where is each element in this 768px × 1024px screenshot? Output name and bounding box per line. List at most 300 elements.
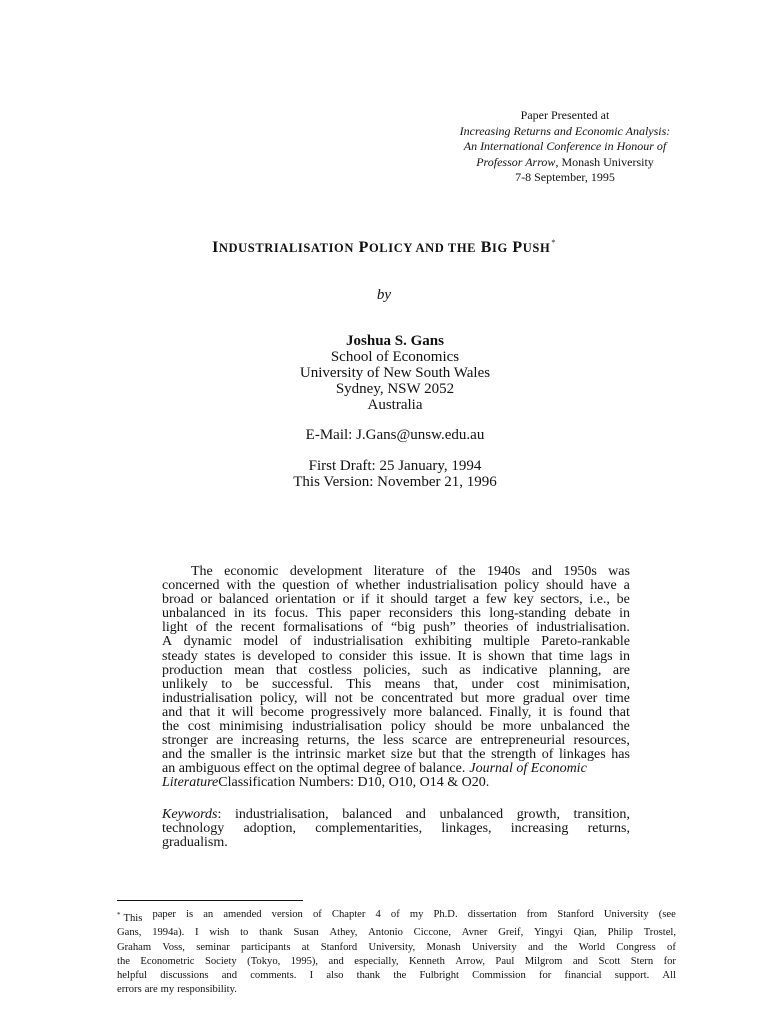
abstract-word: resources, — [573, 733, 630, 749]
footnote-word: University — [471, 941, 517, 953]
abstract-word: linkages — [559, 747, 606, 763]
abstract-word: with — [226, 578, 252, 594]
footnote-word: Kenneth — [409, 955, 445, 967]
footnote-word: of — [390, 909, 400, 920]
abstract-word: question — [282, 578, 330, 594]
footnote-word: Stern — [630, 955, 654, 967]
footnote-word: I — [309, 970, 314, 982]
keyword: technology — [162, 821, 225, 837]
footnote-word: financial — [564, 970, 602, 982]
abstract-word: is — [472, 648, 482, 664]
abstract — [162, 565, 630, 791]
footnote-word: participants — [241, 941, 291, 953]
abstract-word: be — [245, 676, 259, 692]
abstract-word: it — [217, 704, 225, 720]
keywords-line-3: gradualism. — [162, 835, 228, 851]
footnote-word: version — [271, 909, 303, 920]
abstract-line — [162, 650, 630, 664]
footnote-word: for — [538, 970, 552, 982]
abstract-word: minimising — [219, 719, 284, 735]
footnote-word: Yingyi — [533, 927, 563, 939]
footnote-word: are — [144, 984, 158, 996]
footnote-word: the — [393, 970, 407, 982]
keyword: growth, — [516, 807, 560, 822]
abstract-word: industrialisation. — [536, 620, 630, 636]
abstract-word: or — [342, 592, 355, 608]
abstract-word: states — [204, 648, 236, 664]
abstract-word: be — [616, 592, 630, 608]
footnote-word: Susan — [293, 927, 319, 939]
footnote-word: Athey, — [329, 927, 358, 939]
abstract-word: the — [458, 564, 476, 579]
footnote-word: thank — [356, 970, 381, 982]
abstract-line — [162, 621, 630, 635]
abstract-word: 1940s — [486, 564, 521, 579]
abstract-word: focus. — [274, 606, 309, 622]
abstract-word: the — [612, 719, 630, 735]
abstract-word: developed — [257, 648, 316, 664]
abstract-word: under — [471, 676, 504, 692]
keyword: linkages, — [441, 821, 492, 837]
abstract-line — [162, 734, 630, 748]
abstract-word: orientation — [275, 592, 336, 608]
abstract-word: paper — [349, 606, 381, 622]
abstract-word: Finally, — [489, 704, 532, 720]
abstract-word: industrialisation — [407, 578, 498, 594]
footnote-divider — [117, 900, 303, 901]
abstract-word: industrialisation — [291, 719, 383, 735]
abstract-word: balanced — [218, 592, 269, 608]
abstract-word: is — [257, 747, 267, 763]
footnote-word: Gans, — [117, 927, 142, 939]
footnote-word: Monash — [426, 941, 461, 953]
abstract-word: exhibiting — [414, 634, 472, 650]
footnote-word: 1995), — [290, 955, 319, 967]
abstract-word: of — [516, 620, 529, 636]
abstract-word: mean — [234, 662, 265, 678]
abstract-word: and — [162, 704, 183, 720]
footnote-word: I — [195, 927, 199, 939]
conference-honouree: Professor Arrow — [476, 154, 556, 169]
footnote-word: Greif, — [498, 927, 524, 939]
abstract-word: should — [434, 719, 472, 735]
abstract-word: its — [253, 606, 267, 622]
abstract-word: that — [275, 662, 297, 678]
abstract-line — [162, 706, 630, 720]
abstract-word: has — [611, 747, 630, 763]
footnote-word: (see — [658, 909, 676, 920]
footnote-line — [117, 941, 676, 955]
footnote-word: to — [240, 927, 249, 939]
conference-name-line1: Increasing Returns and Economic Analysis: — [459, 123, 671, 138]
abstract-word: a — [472, 592, 480, 608]
footnote-word: Society — [204, 955, 237, 967]
abstract-line — [162, 748, 630, 762]
footnote-word: University, — [368, 941, 416, 953]
abstract-word: light — [162, 620, 188, 636]
abstract-word: sectors, — [540, 592, 583, 608]
footnote-word: Fulbright — [419, 970, 459, 982]
footnote-word: my — [409, 909, 424, 920]
footnote-word: World — [578, 941, 606, 953]
keywords — [162, 808, 630, 850]
abstract-word: multiple — [483, 634, 530, 650]
keyword: complementarities, — [315, 821, 423, 837]
conference-honouree-line — [420, 155, 710, 171]
conference-presented: Paper Presented at — [520, 108, 610, 122]
abstract-word: development — [289, 564, 363, 579]
footnote-word: dissertation — [467, 909, 517, 920]
footnote-word: the — [554, 941, 568, 953]
abstract-line — [162, 664, 630, 678]
footnote-word: University — [603, 909, 649, 920]
footnote-word: especially, — [354, 955, 399, 967]
abstract-word: production — [162, 662, 223, 678]
footnote-line-last — [117, 983, 676, 997]
author-city: Sydney, NSW 2052 — [335, 381, 455, 397]
abstract-word: literature — [373, 564, 425, 579]
abstract-word: more — [486, 690, 516, 706]
keyword: transition, — [573, 807, 630, 822]
abstract-word: increasing — [241, 733, 299, 749]
abstract-word: that — [608, 704, 630, 720]
footnote-word: at — [301, 941, 310, 953]
abstract-word: shown — [488, 648, 525, 664]
journal-name-part1: Journal of Economic — [469, 761, 587, 777]
abstract-word: to — [221, 676, 233, 692]
abstract-line-classification — [162, 776, 630, 790]
footnote-word: Voss, — [162, 941, 185, 953]
abstract-line — [162, 607, 630, 621]
abstract-word: target — [434, 592, 467, 608]
abstract-word: cost — [187, 719, 211, 735]
abstract-word: policy — [390, 719, 426, 735]
abstract-word: minimisation, — [552, 676, 630, 692]
abstract-word: in — [619, 606, 630, 622]
abstract-word: this — [460, 606, 481, 622]
keyword: adoption, — [243, 821, 296, 837]
footnote-word: Arrow, — [455, 955, 485, 967]
footnote-word: All — [662, 970, 676, 982]
footnote-word: and — [572, 955, 589, 967]
abstract-word: should — [390, 592, 428, 608]
journal-name-part2: Literature — [162, 775, 219, 791]
footnote-word: errors — [117, 984, 142, 996]
keywords-label: Keywords — [162, 807, 218, 822]
footnote-word: Antonio — [368, 927, 403, 939]
abstract-word: strength — [491, 747, 537, 763]
abstract-word: the — [468, 747, 486, 763]
abstract-word: Pareto-rankable — [541, 634, 630, 650]
footnote-word: Ciccone, — [413, 927, 451, 939]
abstract-word: of — [195, 620, 208, 636]
abstract-word: key — [513, 592, 534, 608]
footnote-word: 4 — [375, 909, 381, 920]
abstract-word: the — [162, 719, 180, 735]
footnote-line — [117, 926, 676, 940]
abstract-word: It — [457, 648, 466, 664]
author-email: E-Mail: J.Gans@unsw.edu.au — [305, 427, 485, 443]
abstract-word: this — [392, 648, 414, 664]
first-draft-date: First Draft: 25 January, 1994 — [308, 458, 482, 474]
abstract-word: will — [231, 704, 254, 720]
abstract-word: broad — [162, 592, 194, 608]
byline: by — [376, 287, 392, 303]
footnote-word: (Tokyo, — [247, 955, 281, 967]
footnote-line — [117, 969, 676, 983]
abstract-word: the — [357, 733, 375, 749]
footnote-word: Stanford — [320, 941, 358, 953]
abstract-line — [162, 692, 630, 706]
abstract-word: dynamic — [183, 634, 232, 650]
abstract-word: less — [382, 733, 404, 749]
abstract-word: formalisations — [283, 620, 364, 636]
abstract-word: more — [502, 719, 532, 735]
conference-dates: 7-8 September, 1995 — [515, 170, 615, 184]
author-name: Joshua S. Gans — [346, 333, 444, 349]
abstract-line — [162, 579, 630, 593]
author-block — [0, 333, 768, 413]
abstract-word: few — [485, 592, 507, 608]
abstract-word: time — [605, 690, 630, 706]
footnote-word: of — [667, 941, 676, 953]
abstract-word: be — [360, 690, 374, 706]
footnote-word: Graham — [117, 941, 152, 953]
abstract-word: of — [371, 620, 383, 636]
footnote-word: of — [312, 909, 322, 920]
keyword: returns, — [587, 821, 630, 837]
abstract-word: indicative — [482, 662, 538, 678]
abstract-word: debate — [574, 606, 611, 622]
abstract-word: means — [384, 676, 421, 692]
footnote-word: Ph.D. — [433, 909, 458, 920]
footnote-word: an — [203, 909, 214, 920]
footnote-word: amended — [223, 909, 262, 920]
abstract-word: or — [200, 592, 213, 608]
abstract-word: should — [546, 578, 584, 594]
footnote-word: Milgrom — [524, 955, 563, 967]
abstract-word: successful. — [271, 676, 334, 692]
abstract-word: it — [538, 704, 547, 720]
conference-name-line2: An International Conference in Honour of — [463, 139, 667, 153]
abstract-word: to — [321, 648, 333, 664]
abstract-word: gradual — [522, 690, 565, 706]
footnote-marker: * — [117, 911, 121, 919]
abstract-word: policy, — [259, 690, 298, 706]
abstract-word: long-standing — [489, 606, 567, 622]
abstract-line — [162, 678, 630, 692]
abstract-word: more — [393, 704, 423, 720]
abstract-word: lags — [590, 648, 613, 664]
abstract-word: the — [215, 620, 233, 636]
author-school: School of Economics — [330, 349, 460, 365]
abstract-word: returns, — [307, 733, 350, 749]
abstract-word: intrinsic — [294, 747, 341, 763]
abstract-word: of — [541, 747, 554, 763]
abstract-word: but — [418, 747, 437, 763]
keyword: unbalanced — [439, 807, 504, 822]
conference-note — [420, 108, 710, 186]
abstract-word: theories — [463, 620, 509, 636]
footnote-word: support. — [614, 970, 650, 982]
abstract-word: whether — [355, 578, 401, 594]
keywords-line-1: Keywords: industrialisation, balanced and unbalanced growth, transition, — [162, 807, 630, 822]
abstract-word: in — [233, 606, 245, 622]
abstract-word: will — [305, 690, 328, 706]
abstract-word: are — [216, 733, 234, 749]
paper-title: INDUSTRIALISATION POLICY AND THE BIG PUSH* — [212, 238, 556, 256]
abstract-word: stronger — [162, 733, 208, 749]
abstract-word: it — [376, 592, 384, 608]
abstract-word: scarce — [412, 733, 448, 749]
abstract-word: of — [289, 634, 302, 650]
abstract-word: as — [459, 662, 471, 678]
footnote-word: from — [526, 909, 548, 920]
footnote-word: Avner — [461, 927, 488, 939]
footnote-word: Philip — [607, 927, 633, 939]
abstract-word: policies, — [363, 662, 411, 678]
this-version-date: This Version: November 21, 1996 — [293, 474, 497, 490]
abstract-word: This — [316, 606, 342, 622]
footnote-line — [117, 955, 676, 969]
abstract-word: such — [421, 662, 448, 678]
abstract-line — [162, 565, 630, 579]
abstract-word: that — [441, 747, 463, 763]
draft-dates — [0, 458, 768, 490]
abstract-word: unbalanced — [162, 606, 226, 622]
abstract-word: smaller — [210, 747, 252, 763]
footnote-word: * This — [117, 911, 143, 924]
footnote-word: Trostel, — [643, 927, 676, 939]
abstract-word: are — [612, 662, 630, 678]
abstract-word: policy — [504, 578, 540, 594]
abstract-word: that — [189, 704, 211, 720]
abstract-word: cost — [516, 676, 540, 692]
footnote-word: comments. — [250, 970, 297, 982]
abstract-word: time — [558, 648, 584, 664]
keyword: and — [405, 807, 426, 822]
abstract-word: balanced. — [428, 704, 483, 720]
abstract-word: and — [162, 747, 183, 763]
footnote-word: my — [160, 984, 175, 996]
abstract-word: economic — [224, 564, 279, 579]
abstract-word: issue. — [419, 648, 451, 664]
footnote-word: also — [326, 970, 344, 982]
abstract-line-journal: an ambiguous effect on the optimal degree of balance. Journal of Economic — [162, 761, 587, 777]
abstract-word: if — [360, 592, 370, 608]
abstract-word: of — [435, 564, 448, 579]
abstract-word: A — [162, 634, 173, 650]
footnote-word: paper — [152, 909, 176, 920]
footnote-line — [117, 908, 676, 926]
abstract-word: industrialisation — [162, 690, 253, 706]
footnote-word: Econometric — [140, 955, 195, 967]
abstract-word: planning, — [548, 662, 602, 678]
abstract-word: in — [619, 648, 630, 664]
author-university: University of New South Wales — [299, 365, 491, 381]
keywords-line-2 — [162, 822, 630, 836]
abstract-word: become — [260, 704, 304, 720]
abstract-word: have — [590, 578, 617, 594]
footnote-word: 1994a). — [152, 927, 185, 939]
abstract-word: costless — [308, 662, 352, 678]
classification-numbers: Classification Numbers: D10, O10, O14 & O20. — [218, 775, 490, 791]
abstract-word: the — [272, 747, 290, 763]
abstract-word: and — [531, 564, 552, 579]
abstract-word: “big — [391, 620, 416, 636]
abstract-line — [162, 593, 630, 607]
conference-venue: , Monash University — [555, 154, 654, 169]
abstract-word: be — [480, 719, 494, 735]
footnote-word: Stanford — [557, 909, 594, 920]
footnote-word: Congress — [616, 941, 656, 953]
title-footnote-marker: * — [551, 238, 556, 247]
abstract-word: market — [346, 747, 386, 763]
footnote-word: is — [186, 909, 194, 920]
footnote-word: discussions — [160, 970, 209, 982]
abstract-line — [162, 720, 630, 734]
abstract-word: is — [241, 648, 252, 664]
footnote-word: Paul — [495, 955, 515, 967]
footnote-word: Commission — [472, 970, 526, 982]
abstract-word: of — [336, 578, 349, 594]
footnote-word: and — [221, 970, 237, 982]
abstract-word: the — [258, 578, 276, 594]
abstract-word: but — [460, 690, 479, 706]
abstract-word: This — [346, 676, 372, 692]
abstract-word: 1950s — [563, 564, 597, 579]
footnote — [117, 908, 676, 998]
footnote-word: responsibility. — [177, 984, 237, 996]
abstract-word: concentrated — [381, 690, 453, 706]
abstract-word: over — [572, 690, 598, 706]
keyword: industrialisation, — [234, 807, 329, 822]
abstract-word: consider — [338, 648, 387, 664]
footnote-word: thank — [259, 927, 283, 939]
abstract-word: size — [390, 747, 413, 763]
footnote-word: and — [328, 955, 344, 967]
footnote-word: for — [663, 955, 676, 967]
abstract-word: unlikely — [162, 676, 208, 692]
abstract-word: entrepreneurial — [480, 733, 566, 749]
abstract-word: The — [191, 564, 213, 579]
abstract-word: that, — [433, 676, 459, 692]
abstract-word: recent — [240, 620, 275, 636]
footnote-word: Qian, — [573, 927, 597, 939]
abstract-word: unbalanced — [540, 719, 605, 735]
footnote-word: Scott — [598, 955, 621, 967]
footnote-word: and — [527, 941, 544, 953]
abstract-word: industrialisation — [313, 634, 404, 650]
keyword: increasing — [510, 821, 569, 837]
abstract-word: that — [531, 648, 553, 664]
footnote-word: helpful — [117, 970, 148, 982]
footnote-word: the — [117, 955, 130, 967]
abstract-word: was — [608, 564, 630, 579]
abstract-word: push” — [423, 620, 456, 636]
abstract-word: not — [334, 690, 353, 706]
abstract-word: concerned — [162, 578, 220, 594]
footnote-word: Chapter — [331, 909, 366, 920]
abstract-word: found — [569, 704, 602, 720]
keyword: balanced — [342, 807, 393, 822]
abstract-word: reconsiders — [388, 606, 453, 622]
abstract-line — [162, 635, 630, 649]
abstract-word: model — [243, 634, 279, 650]
footnote-word: wish — [209, 927, 230, 939]
abstract-word: the — [187, 747, 205, 763]
footnote-word: seminar — [196, 941, 230, 953]
